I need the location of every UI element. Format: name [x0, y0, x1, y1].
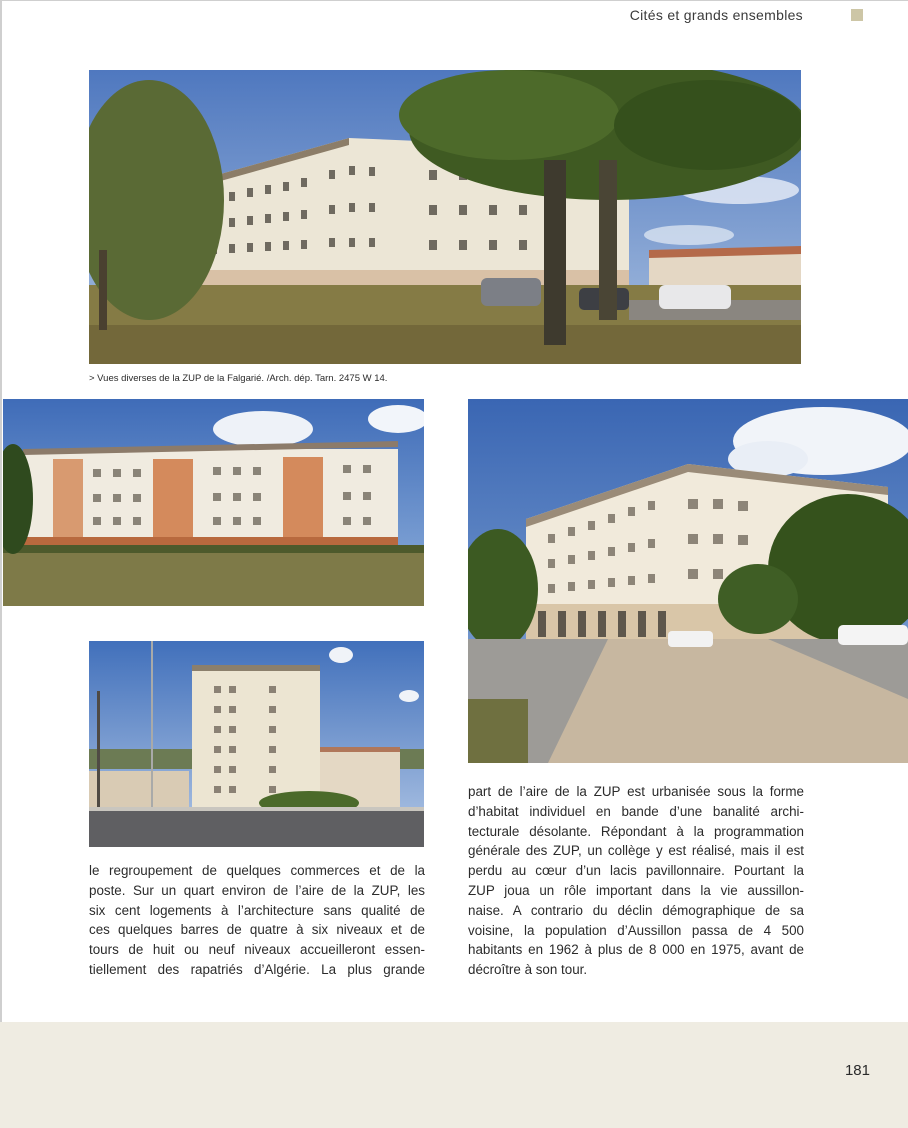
text-line: ces quelques barres de quatre à six niveaux et de — [89, 922, 425, 938]
photo-zup-bar-building — [3, 399, 424, 606]
text-line: habitants en 1962 à plus de 8 000 en 1975, avant de — [468, 942, 804, 958]
photo-zup-tower — [89, 641, 424, 847]
text-line: naise. A contrario du déclin démographique de sa — [468, 902, 804, 918]
photo-zup-large-building — [468, 399, 908, 763]
header-accent-square — [851, 9, 863, 21]
photo-zup-panorama — [89, 70, 801, 364]
page-number: 181 — [844, 1062, 870, 1079]
text-line: ZUP joua un rôle important dans la vie aussillon- — [468, 882, 804, 898]
text-line: tours de huit ou neuf niveaux accueilleront essen- — [89, 942, 425, 958]
text-line: part de l’aire de la ZUP est urbanisée sous la forme — [468, 784, 804, 799]
body-text-right-column — [468, 782, 804, 980]
running-header-title: Cités et grands ensembles — [629, 7, 803, 23]
page-border-left — [0, 0, 2, 1128]
text-line: tiellement des rapatriés d’Algérie. La plus grande — [89, 961, 425, 977]
text-line: poste. Sur un quart environ de l’aire de la ZUP, les — [89, 882, 425, 898]
text-line: d’habitat individuel en bande d’une banalité archi- — [468, 803, 804, 819]
text-line: six cent logements à l’architecture sans qualité de — [89, 902, 425, 918]
footer-band — [0, 1022, 908, 1128]
text-line: voisine, la population d’Aussillon passa de 4 500 — [468, 922, 804, 938]
text-line: perdu au cœur d’un lacis pavillonnaire. Pourtant la — [468, 863, 804, 879]
text-line: décroître à son tour. — [468, 962, 588, 978]
text-line: le regroupement de quelques commerces et de la — [89, 863, 425, 878]
body-text-left-column — [89, 861, 425, 980]
text-line: tecturale désolante. Répondant à la programmation — [468, 823, 804, 839]
text-line: générale des ZUP, un collège y est réalisé, mais il est — [468, 843, 804, 859]
page-border-top — [0, 0, 908, 1]
photo-caption: > Vues diverses de la ZUP de la Falgarié. /Arch. dép. Tarn. 2475 W 14. — [89, 373, 388, 384]
